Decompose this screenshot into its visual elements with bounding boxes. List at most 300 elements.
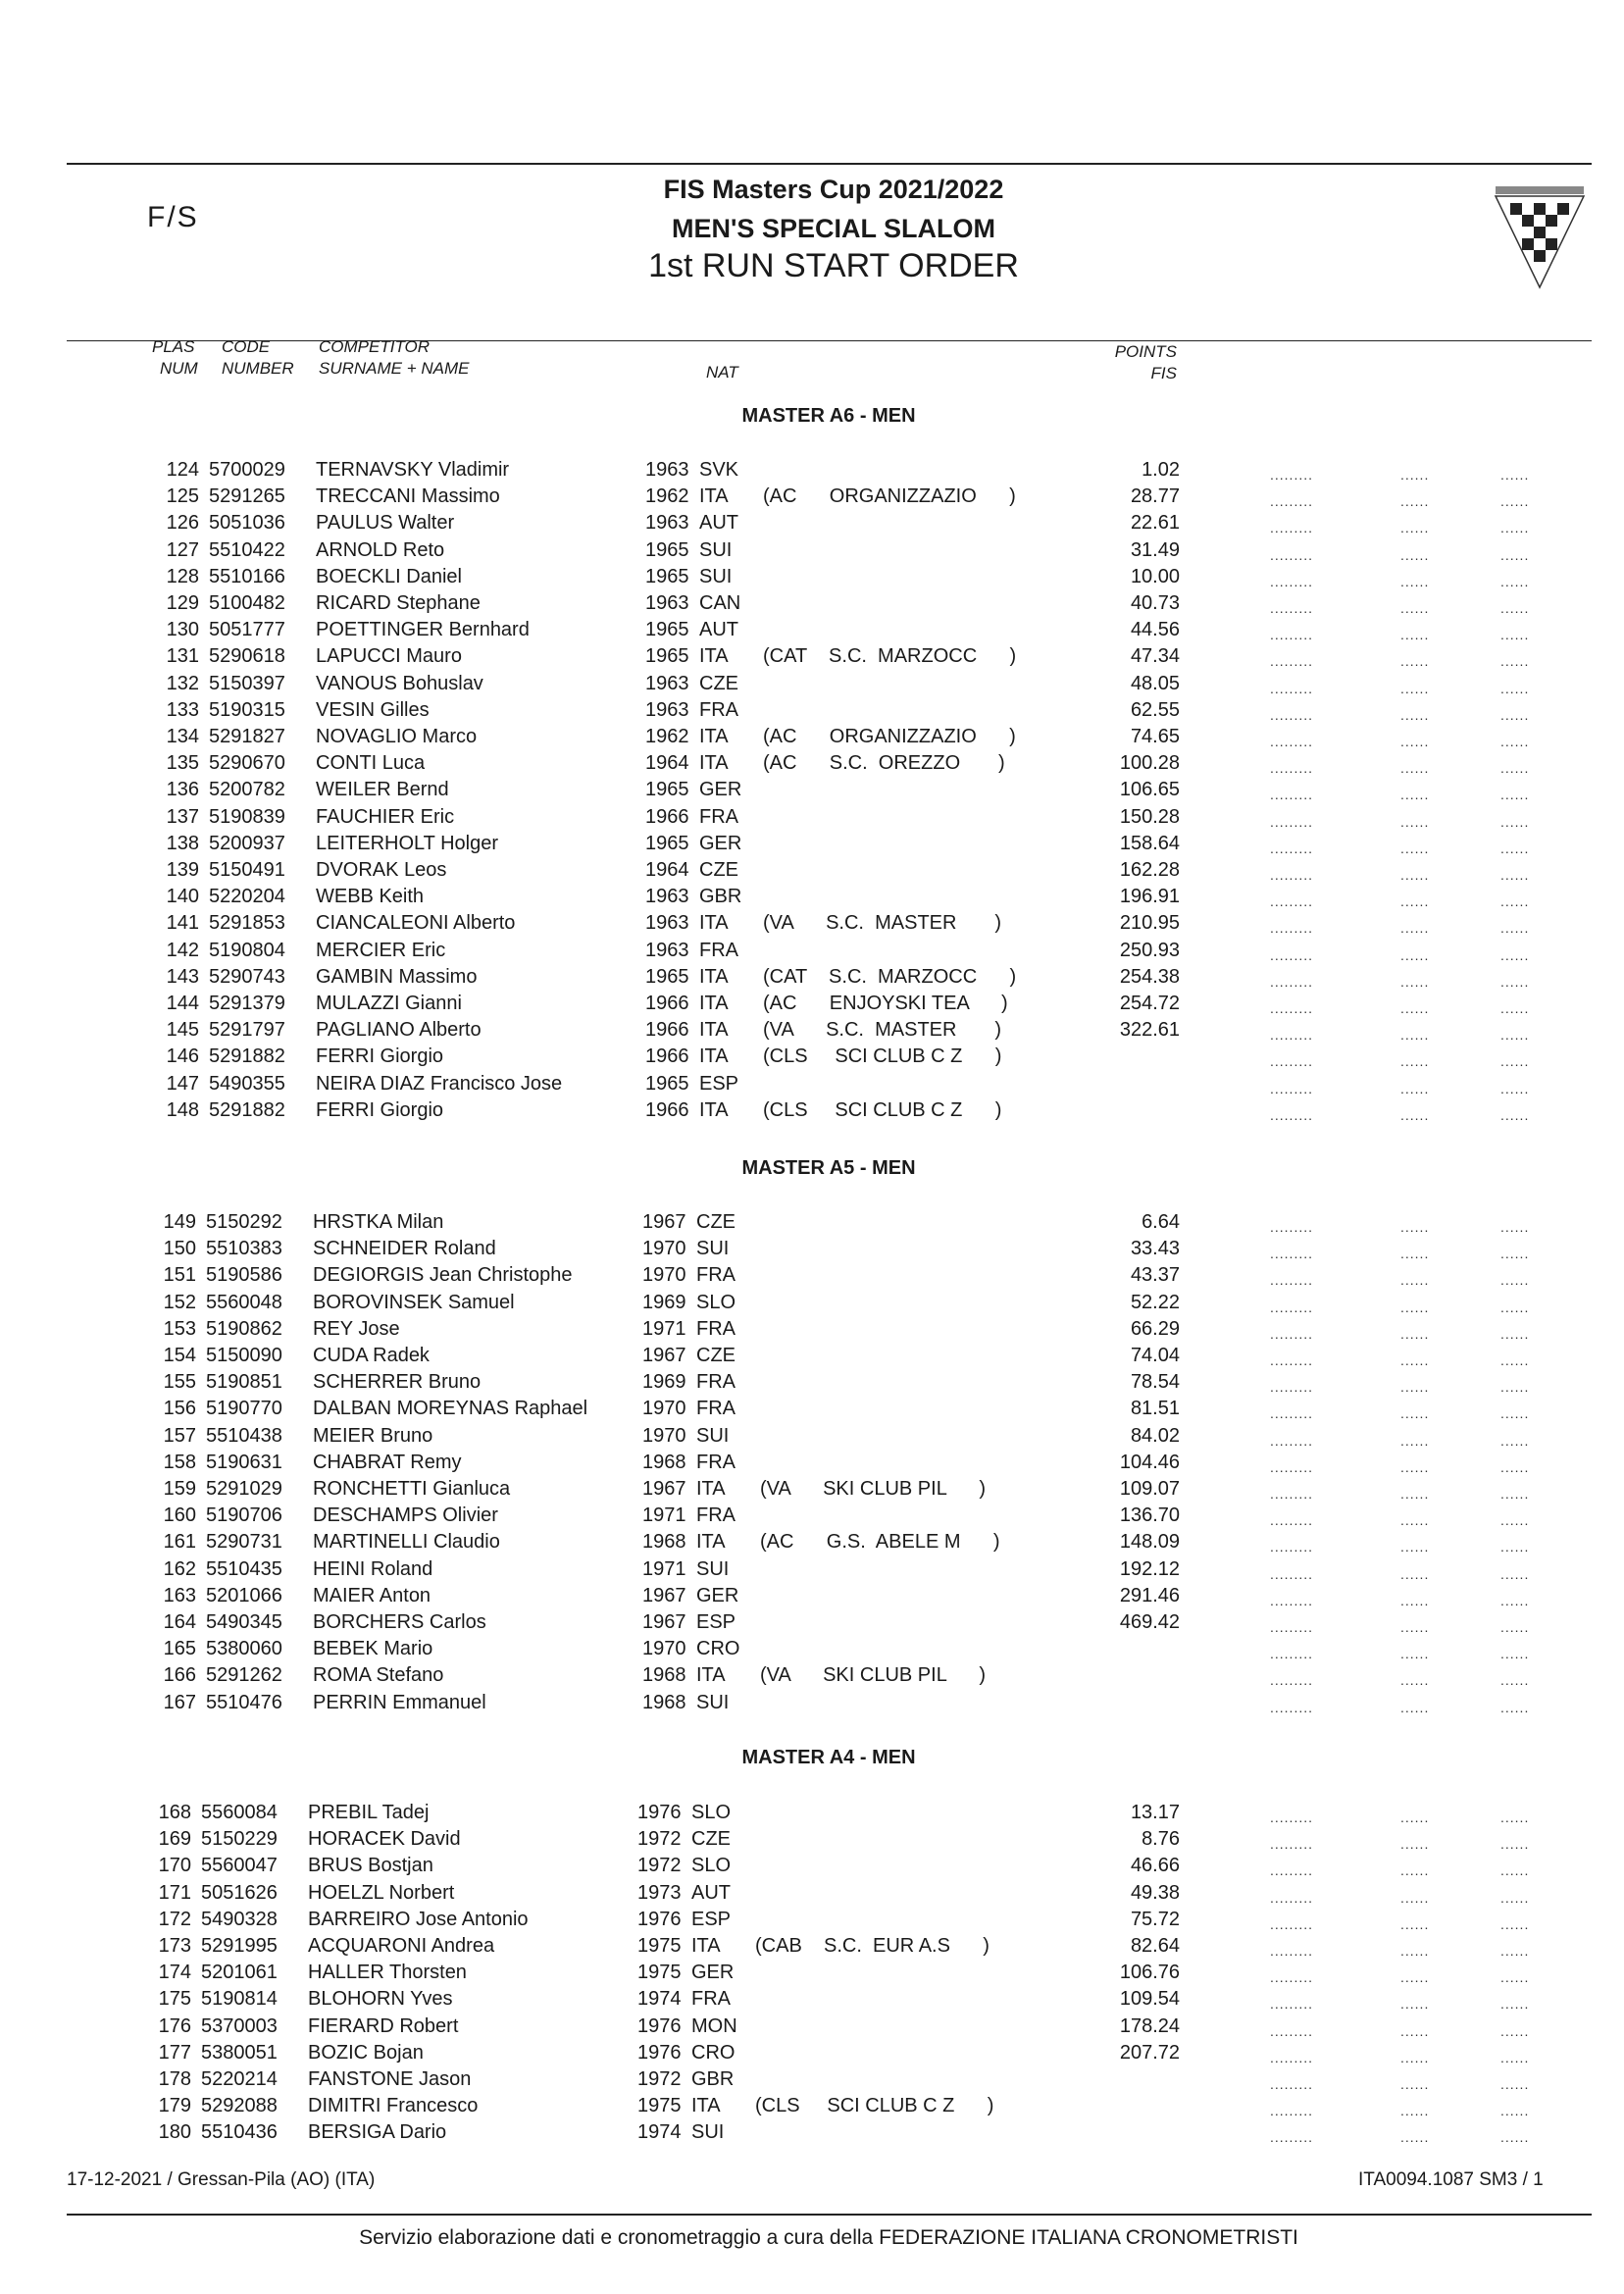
run-time-placeholder: ......: [1500, 1106, 1530, 1123]
fis-points: 106.76: [1119, 1962, 1180, 1984]
run-time-placeholder: ......: [1400, 787, 1430, 803]
nation: SUI: [691, 2121, 725, 2144]
run-time-placeholder: ......: [1400, 546, 1430, 563]
bib-number: 128: [166, 565, 199, 587]
fis-code: 5510476: [206, 1691, 282, 1713]
fis-points: 148.09: [1119, 1531, 1180, 1554]
run-time-placeholder: ......: [1400, 1915, 1430, 1932]
competitor-row: [0, 1909, 1624, 1935]
run-time-placeholder: ......: [1500, 1053, 1530, 1070]
bib-number: 132: [166, 672, 199, 694]
birth-year: 1963: [645, 939, 689, 961]
competitor-name: NOVAGLIO Marco: [316, 726, 478, 747]
run-time-placeholder: ......: [1500, 1699, 1530, 1715]
bib-number: 145: [166, 1019, 199, 1042]
run-time-placeholder: ......: [1500, 653, 1530, 670]
fis-code: 5510166: [209, 565, 285, 587]
competitor-name: HALLER Thorsten: [308, 1962, 467, 1984]
competitor-name: SCHNEIDER Roland: [313, 1238, 496, 1260]
footer-rule: [67, 2214, 1592, 2216]
competitor-name: BLOHORN Yves: [308, 1988, 453, 2011]
competitor-row: [0, 2068, 1624, 2095]
run-time-placeholder: .........: [1270, 1379, 1314, 1396]
club: (AC G.S. ABELE M ): [760, 1531, 1000, 1554]
competitor-name: TRECCANI Massimo: [316, 485, 500, 508]
run-time-placeholder: .........: [1270, 1539, 1314, 1555]
birth-year: 1974: [637, 2121, 682, 2144]
bib-number: 180: [158, 2121, 191, 2144]
competitor-name: BRUS Bostjan: [308, 1855, 433, 1877]
nation: ESP: [691, 1908, 732, 1930]
fis-code: 5190839: [209, 805, 285, 828]
competitor-row: [0, 512, 1624, 538]
competitor-name: CIANCALEONI Alberto: [316, 912, 516, 935]
bib-number: 135: [166, 752, 199, 775]
run-time-placeholder: .........: [1270, 1405, 1314, 1422]
run-time-placeholder: ......: [1400, 1592, 1430, 1608]
nation: FRA: [696, 1371, 736, 1394]
fis-points: 13.17: [1130, 1802, 1180, 1823]
nation: ITA: [699, 485, 729, 508]
fis-points: 254.38: [1119, 965, 1180, 988]
bib-number: 164: [163, 1611, 196, 1633]
run-time-placeholder: ......: [1500, 1379, 1530, 1396]
run-time-placeholder: ......: [1400, 1646, 1430, 1662]
fis-code: 5290731: [206, 1531, 282, 1554]
fis-code: 5291995: [201, 1935, 278, 1957]
fis-code: 5291029: [206, 1478, 282, 1500]
run-time-placeholder: .........: [1270, 920, 1314, 937]
fis-code: 5380060: [206, 1638, 282, 1660]
birth-year: 1963: [645, 912, 689, 935]
bib-number: 156: [163, 1398, 196, 1420]
run-time-placeholder: .........: [1270, 1810, 1314, 1825]
birth-year: 1970: [642, 1638, 686, 1660]
competitor-name: FANSTONE Jason: [308, 2068, 472, 2090]
col-nat-header: NAT: [706, 363, 738, 382]
fis-code: 5490345: [206, 1611, 282, 1633]
fis-points: 469.42: [1119, 1611, 1180, 1633]
birth-year: 1976: [637, 2014, 682, 2037]
fis-code: 5220204: [209, 886, 285, 908]
competitor-row: [0, 1073, 1624, 1099]
bib-number: 141: [166, 912, 199, 935]
run-time-placeholder: ......: [1400, 1539, 1430, 1555]
run-time-placeholder: ......: [1500, 1299, 1530, 1315]
nation: ITA: [699, 965, 729, 988]
bib-number: 144: [166, 993, 199, 1014]
fis-code: 5700029: [209, 459, 285, 481]
competitor-row: [0, 1318, 1624, 1345]
competitor-name: PAGLIANO Alberto: [316, 1019, 482, 1042]
birth-year: 1970: [642, 1264, 686, 1287]
run-time-placeholder: ......: [1500, 1000, 1530, 1016]
bib-number: 139: [166, 859, 199, 881]
run-time-placeholder: ......: [1500, 1836, 1530, 1853]
fis-code: 5291265: [209, 485, 285, 508]
run-time-placeholder: .........: [1270, 1246, 1314, 1262]
competitor-row: [0, 1585, 1624, 1611]
run-time-placeholder: .........: [1270, 627, 1314, 643]
competitor-name: VANOUS Bohuslav: [316, 672, 483, 694]
competitor-row: [0, 566, 1624, 592]
nation: CRO: [691, 2041, 736, 2064]
run-time-placeholder: .........: [1270, 1352, 1314, 1368]
run-time-placeholder: ......: [1400, 520, 1430, 536]
fis-points: 196.91: [1119, 886, 1180, 908]
bib-number: 150: [163, 1238, 196, 1260]
run-time-placeholder: ......: [1400, 2129, 1430, 2146]
bib-number: 130: [166, 619, 199, 641]
run-time-placeholder: ......: [1500, 1486, 1530, 1502]
fis-code: 5291379: [209, 993, 285, 1014]
competitor-row: [0, 1855, 1624, 1881]
birth-year: 1965: [645, 645, 689, 668]
nation: ITA: [699, 726, 729, 747]
nation: ESP: [696, 1611, 736, 1633]
run-time-placeholder: ......: [1500, 1810, 1530, 1825]
nation: FRA: [699, 805, 738, 828]
fis-code: 5510435: [206, 1557, 282, 1580]
birth-year: 1965: [645, 565, 689, 587]
nation: FRA: [696, 1398, 736, 1420]
fis-code: 5291882: [209, 1098, 285, 1121]
fis-code: 5190862: [206, 1317, 282, 1340]
nation: ITA: [691, 2095, 721, 2117]
birth-year: 1963: [645, 886, 689, 908]
competitor-row: [0, 619, 1624, 645]
run-time-placeholder: ......: [1500, 813, 1530, 830]
run-time-placeholder: ......: [1500, 1246, 1530, 1262]
run-time-placeholder: .........: [1270, 1862, 1314, 1879]
fis-code: 5510383: [206, 1238, 282, 1260]
competitor-name: NEIRA DIAZ Francisco Jose: [316, 1072, 563, 1095]
nation: ITA: [696, 1531, 726, 1554]
run-time-placeholder: ......: [1500, 706, 1530, 723]
run-time-placeholder: .........: [1270, 734, 1314, 749]
fis-code: 5380051: [201, 2041, 278, 2064]
bib-number: 153: [163, 1317, 196, 1340]
run-time-placeholder: .........: [1270, 1619, 1314, 1635]
fis-points: 322.61: [1119, 1019, 1180, 1042]
nation: ITA: [696, 1664, 726, 1687]
run-time-placeholder: ......: [1400, 1512, 1430, 1529]
col-points-header: POINTS FIS: [1114, 342, 1177, 382]
nation: ITA: [699, 993, 729, 1014]
nation: SUI: [699, 538, 733, 561]
bib-number: 170: [158, 1855, 191, 1877]
bib-number: 168: [158, 1802, 191, 1823]
bib-number: 143: [166, 965, 199, 988]
club: (AC ORGANIZZAZIO ): [763, 726, 1016, 747]
fis-points: 31.49: [1130, 538, 1180, 561]
competitor-row: [0, 1045, 1624, 1072]
fis-logo: F/S: [147, 201, 199, 233]
birth-year: 1966: [645, 1019, 689, 1042]
run-time-placeholder: .........: [1270, 1299, 1314, 1315]
fis-code: 5290743: [209, 965, 285, 988]
run-time-placeholder: .........: [1270, 1080, 1314, 1096]
competitor-row: [0, 752, 1624, 779]
fis-code: 5190814: [201, 1988, 278, 2011]
nation: CZE: [696, 1211, 736, 1233]
run-time-placeholder: ......: [1400, 627, 1430, 643]
fis-points: 162.28: [1119, 859, 1180, 881]
bib-number: 126: [166, 512, 199, 535]
nation: CZE: [696, 1345, 736, 1366]
bib-number: 154: [163, 1345, 196, 1366]
bib-number: 167: [163, 1691, 196, 1713]
run-time-placeholder: ......: [1400, 920, 1430, 937]
run-time-placeholder: ......: [1500, 1862, 1530, 1879]
competitor-row: [0, 1611, 1624, 1638]
fis-code: 5290618: [209, 645, 285, 668]
competitor-row: [0, 886, 1624, 912]
run-time-placeholder: ......: [1500, 600, 1530, 616]
competitor-row: [0, 592, 1624, 619]
birth-year: 1962: [645, 726, 689, 747]
run-time-placeholder: ......: [1400, 1889, 1430, 1906]
fis-points: 75.72: [1130, 1908, 1180, 1930]
run-time-placeholder: ......: [1400, 493, 1430, 510]
competitor-name: CHABRAT Remy: [313, 1451, 462, 1473]
run-time-placeholder: ......: [1500, 2076, 1530, 2092]
fis-code: 5201066: [206, 1584, 282, 1606]
run-time-placeholder: ......: [1400, 1352, 1430, 1368]
nation: CZE: [699, 672, 738, 694]
fis-code: 5292088: [201, 2095, 278, 2117]
bib-number: 134: [166, 726, 199, 747]
fis-points: 81.51: [1130, 1398, 1180, 1420]
run-time-placeholder: .........: [1270, 1106, 1314, 1123]
bib-number: 158: [163, 1451, 196, 1473]
fis-points: 254.72: [1119, 993, 1180, 1014]
fis-points: 66.29: [1130, 1317, 1180, 1340]
run-time-placeholder: ......: [1500, 2022, 1530, 2039]
fis-points: 136.70: [1119, 1504, 1180, 1527]
competitor-row: [0, 779, 1624, 805]
run-time-placeholder: ......: [1500, 546, 1530, 563]
competitor-name: ROMA Stefano: [313, 1664, 444, 1687]
run-time-placeholder: ......: [1500, 1915, 1530, 1932]
run-time-placeholder: .........: [1270, 893, 1314, 910]
competitor-row: [0, 966, 1624, 993]
nation: ITA: [696, 1478, 726, 1500]
run-time-placeholder: .........: [1270, 1889, 1314, 1906]
bib-number: 131: [166, 645, 199, 668]
fis-code: 5051777: [209, 619, 285, 641]
competitor-name: FERRI Giorgio: [316, 1098, 444, 1121]
birth-year: 1970: [642, 1424, 686, 1447]
run-time-placeholder: ......: [1400, 893, 1430, 910]
fis-points: 10.00: [1130, 565, 1180, 587]
fis-points: 291.46: [1119, 1584, 1180, 1606]
competitor-row: [0, 699, 1624, 726]
run-time-placeholder: .........: [1270, 1915, 1314, 1932]
competitor-row: [0, 1292, 1624, 1318]
run-time-placeholder: ......: [1500, 760, 1530, 777]
run-time-placeholder: .........: [1270, 1325, 1314, 1342]
run-time-placeholder: ......: [1500, 1969, 1530, 1986]
club: (VA SKI CLUB PIL ): [760, 1664, 987, 1687]
fis-points: 52.22: [1130, 1291, 1180, 1313]
run-time-placeholder: .........: [1270, 1458, 1314, 1475]
run-time-placeholder: .........: [1270, 2103, 1314, 2119]
run-time-placeholder: ......: [1400, 1943, 1430, 1959]
club: (CAT S.C. MARZOCC ): [763, 965, 1017, 988]
bib-number: 179: [158, 2095, 191, 2117]
run-time-placeholder: .........: [1270, 2022, 1314, 2039]
bib-number: 146: [166, 1045, 199, 1068]
fis-points: 46.66: [1130, 1855, 1180, 1877]
club: (AC ENJOYSKI TEA ): [763, 993, 1008, 1014]
run-time-placeholder: ......: [1400, 760, 1430, 777]
run-time-placeholder: ......: [1500, 1458, 1530, 1475]
run-time-placeholder: ......: [1500, 1889, 1530, 1906]
birth-year: 1969: [642, 1291, 686, 1313]
competitor-row: [0, 2121, 1624, 2148]
fis-code: 5150090: [206, 1345, 282, 1366]
competitor-row: [0, 1935, 1624, 1962]
nation: MON: [691, 2014, 737, 2037]
run-time-placeholder: ......: [1500, 734, 1530, 749]
nation: FRA: [696, 1264, 736, 1287]
competitor-name: BOZIC Bojan: [308, 2041, 424, 2064]
nation: ITA: [699, 912, 729, 935]
birth-year: 1967: [642, 1211, 686, 1233]
nation: SLO: [691, 1855, 732, 1877]
competitor-row: [0, 1692, 1624, 1718]
birth-year: 1971: [642, 1557, 686, 1580]
nation: GER: [699, 832, 742, 854]
run-time-placeholder: .........: [1270, 1000, 1314, 1016]
bib-number: 148: [166, 1098, 199, 1121]
fis-code: 5291262: [206, 1664, 282, 1687]
run-time-placeholder: ......: [1400, 2022, 1430, 2039]
run-time-placeholder: .........: [1270, 1565, 1314, 1582]
birth-year: 1965: [645, 619, 689, 641]
competitor-name: BOROVINSEK Samuel: [313, 1291, 515, 1313]
fis-code: 5200937: [209, 832, 285, 854]
fis-code: 5201061: [201, 1962, 278, 1984]
birth-year: 1967: [642, 1345, 686, 1366]
run-time-placeholder: .........: [1270, 493, 1314, 510]
competitor-row: [0, 1398, 1624, 1424]
run-time-placeholder: ......: [1400, 1836, 1430, 1853]
run-time-placeholder: ......: [1400, 1862, 1430, 1879]
nation: CAN: [699, 592, 741, 614]
competitor-name: POETTINGER Bernhard: [316, 619, 530, 641]
run-time-placeholder: ......: [1500, 1512, 1530, 1529]
run-time-placeholder: ......: [1500, 467, 1530, 483]
run-time-placeholder: ......: [1400, 973, 1430, 990]
run-time-placeholder: ......: [1400, 1246, 1430, 1262]
competitor-row: [0, 1664, 1624, 1691]
nation: FRA: [696, 1504, 736, 1527]
fis-points: 109.54: [1119, 1988, 1180, 2011]
competitor-name: WEILER Bernd: [316, 779, 449, 801]
run-time-placeholder: ......: [1400, 706, 1430, 723]
competitor-row: [0, 2015, 1624, 2042]
competitor-row: [0, 1531, 1624, 1557]
competitor-row: [0, 833, 1624, 859]
birth-year: 1970: [642, 1238, 686, 1260]
bib-number: 140: [166, 886, 199, 908]
bib-number: 163: [163, 1584, 196, 1606]
bib-number: 175: [158, 1988, 191, 2011]
fis-code: 5190631: [206, 1451, 282, 1473]
competitor-name: HOELZL Norbert: [308, 1881, 455, 1904]
run-time-placeholder: ......: [1400, 600, 1430, 616]
competitor-row: [0, 459, 1624, 485]
competitor-name: LAPUCCI Mauro: [316, 645, 462, 668]
run-time-placeholder: ......: [1500, 1565, 1530, 1582]
competitor-row: [0, 2095, 1624, 2121]
club: (AC ORGANIZZAZIO ): [763, 485, 1016, 508]
fis-points: 250.93: [1119, 939, 1180, 961]
bib-number: 174: [158, 1962, 191, 1984]
nation: GBR: [691, 2068, 735, 2090]
competitor-row: [0, 1264, 1624, 1291]
nation: GER: [699, 779, 742, 801]
run-time-placeholder: ......: [1500, 2103, 1530, 2119]
competitor-row: [0, 1452, 1624, 1478]
nation: ITA: [699, 1019, 729, 1042]
run-time-placeholder: ......: [1500, 493, 1530, 510]
bib-number: 147: [166, 1072, 199, 1095]
competitor-name: MAIER Anton: [313, 1584, 431, 1606]
competitor-name: BEBEK Mario: [313, 1638, 433, 1660]
club: (CLS SCI CLUB C Z ): [763, 1045, 1002, 1068]
fis-points: 207.72: [1119, 2041, 1180, 2064]
fis-code: 5190315: [209, 698, 285, 721]
bib-number: 159: [163, 1478, 196, 1500]
run-time-placeholder: ......: [1400, 867, 1430, 883]
competitor-name: CUDA Radek: [313, 1345, 430, 1366]
document-title: FIS Masters Cup 2021/2022: [663, 175, 1004, 204]
fis-points: 74.65: [1130, 726, 1180, 747]
birth-year: 1976: [637, 2041, 682, 2064]
nation: FRA: [699, 939, 738, 961]
run-time-placeholder: ......: [1400, 1699, 1430, 1715]
run-time-placeholder: ......: [1400, 1299, 1430, 1315]
birth-year: 1963: [645, 512, 689, 535]
section-title: MASTER A4 - MEN: [741, 1747, 916, 1768]
birth-year: 1965: [645, 779, 689, 801]
run-time-placeholder: ......: [1500, 680, 1530, 696]
birth-year: 1975: [637, 1935, 682, 1957]
col-competitor-header: COMPETITOR SURNAME + NAME: [319, 337, 470, 378]
fis-points: 43.37: [1130, 1264, 1180, 1287]
competitor-row: [0, 726, 1624, 752]
run-time-placeholder: ......: [1500, 920, 1530, 937]
bib-number: 127: [166, 538, 199, 561]
run-time-placeholder: .........: [1270, 1699, 1314, 1715]
run-time-placeholder: ......: [1400, 1458, 1430, 1475]
competitor-row: [0, 1211, 1624, 1238]
fis-code: 5490355: [209, 1072, 285, 1095]
run-time-placeholder: ......: [1400, 1219, 1430, 1235]
run-time-placeholder: ......: [1400, 1379, 1430, 1396]
fis-code: 5370003: [201, 2014, 278, 2037]
fis-code: 5150397: [209, 672, 285, 694]
competitor-name: DIMITRI Francesco: [308, 2095, 479, 2117]
document-code: ITA0094.1087 SM3 / 1: [1358, 2169, 1544, 2190]
fis-points: 44.56: [1130, 619, 1180, 641]
run-time-placeholder: ......: [1500, 893, 1530, 910]
run-time-placeholder: ......: [1500, 787, 1530, 803]
date-location: 17-12-2021 / Gressan-Pila (AO) (ITA): [67, 2169, 376, 2190]
